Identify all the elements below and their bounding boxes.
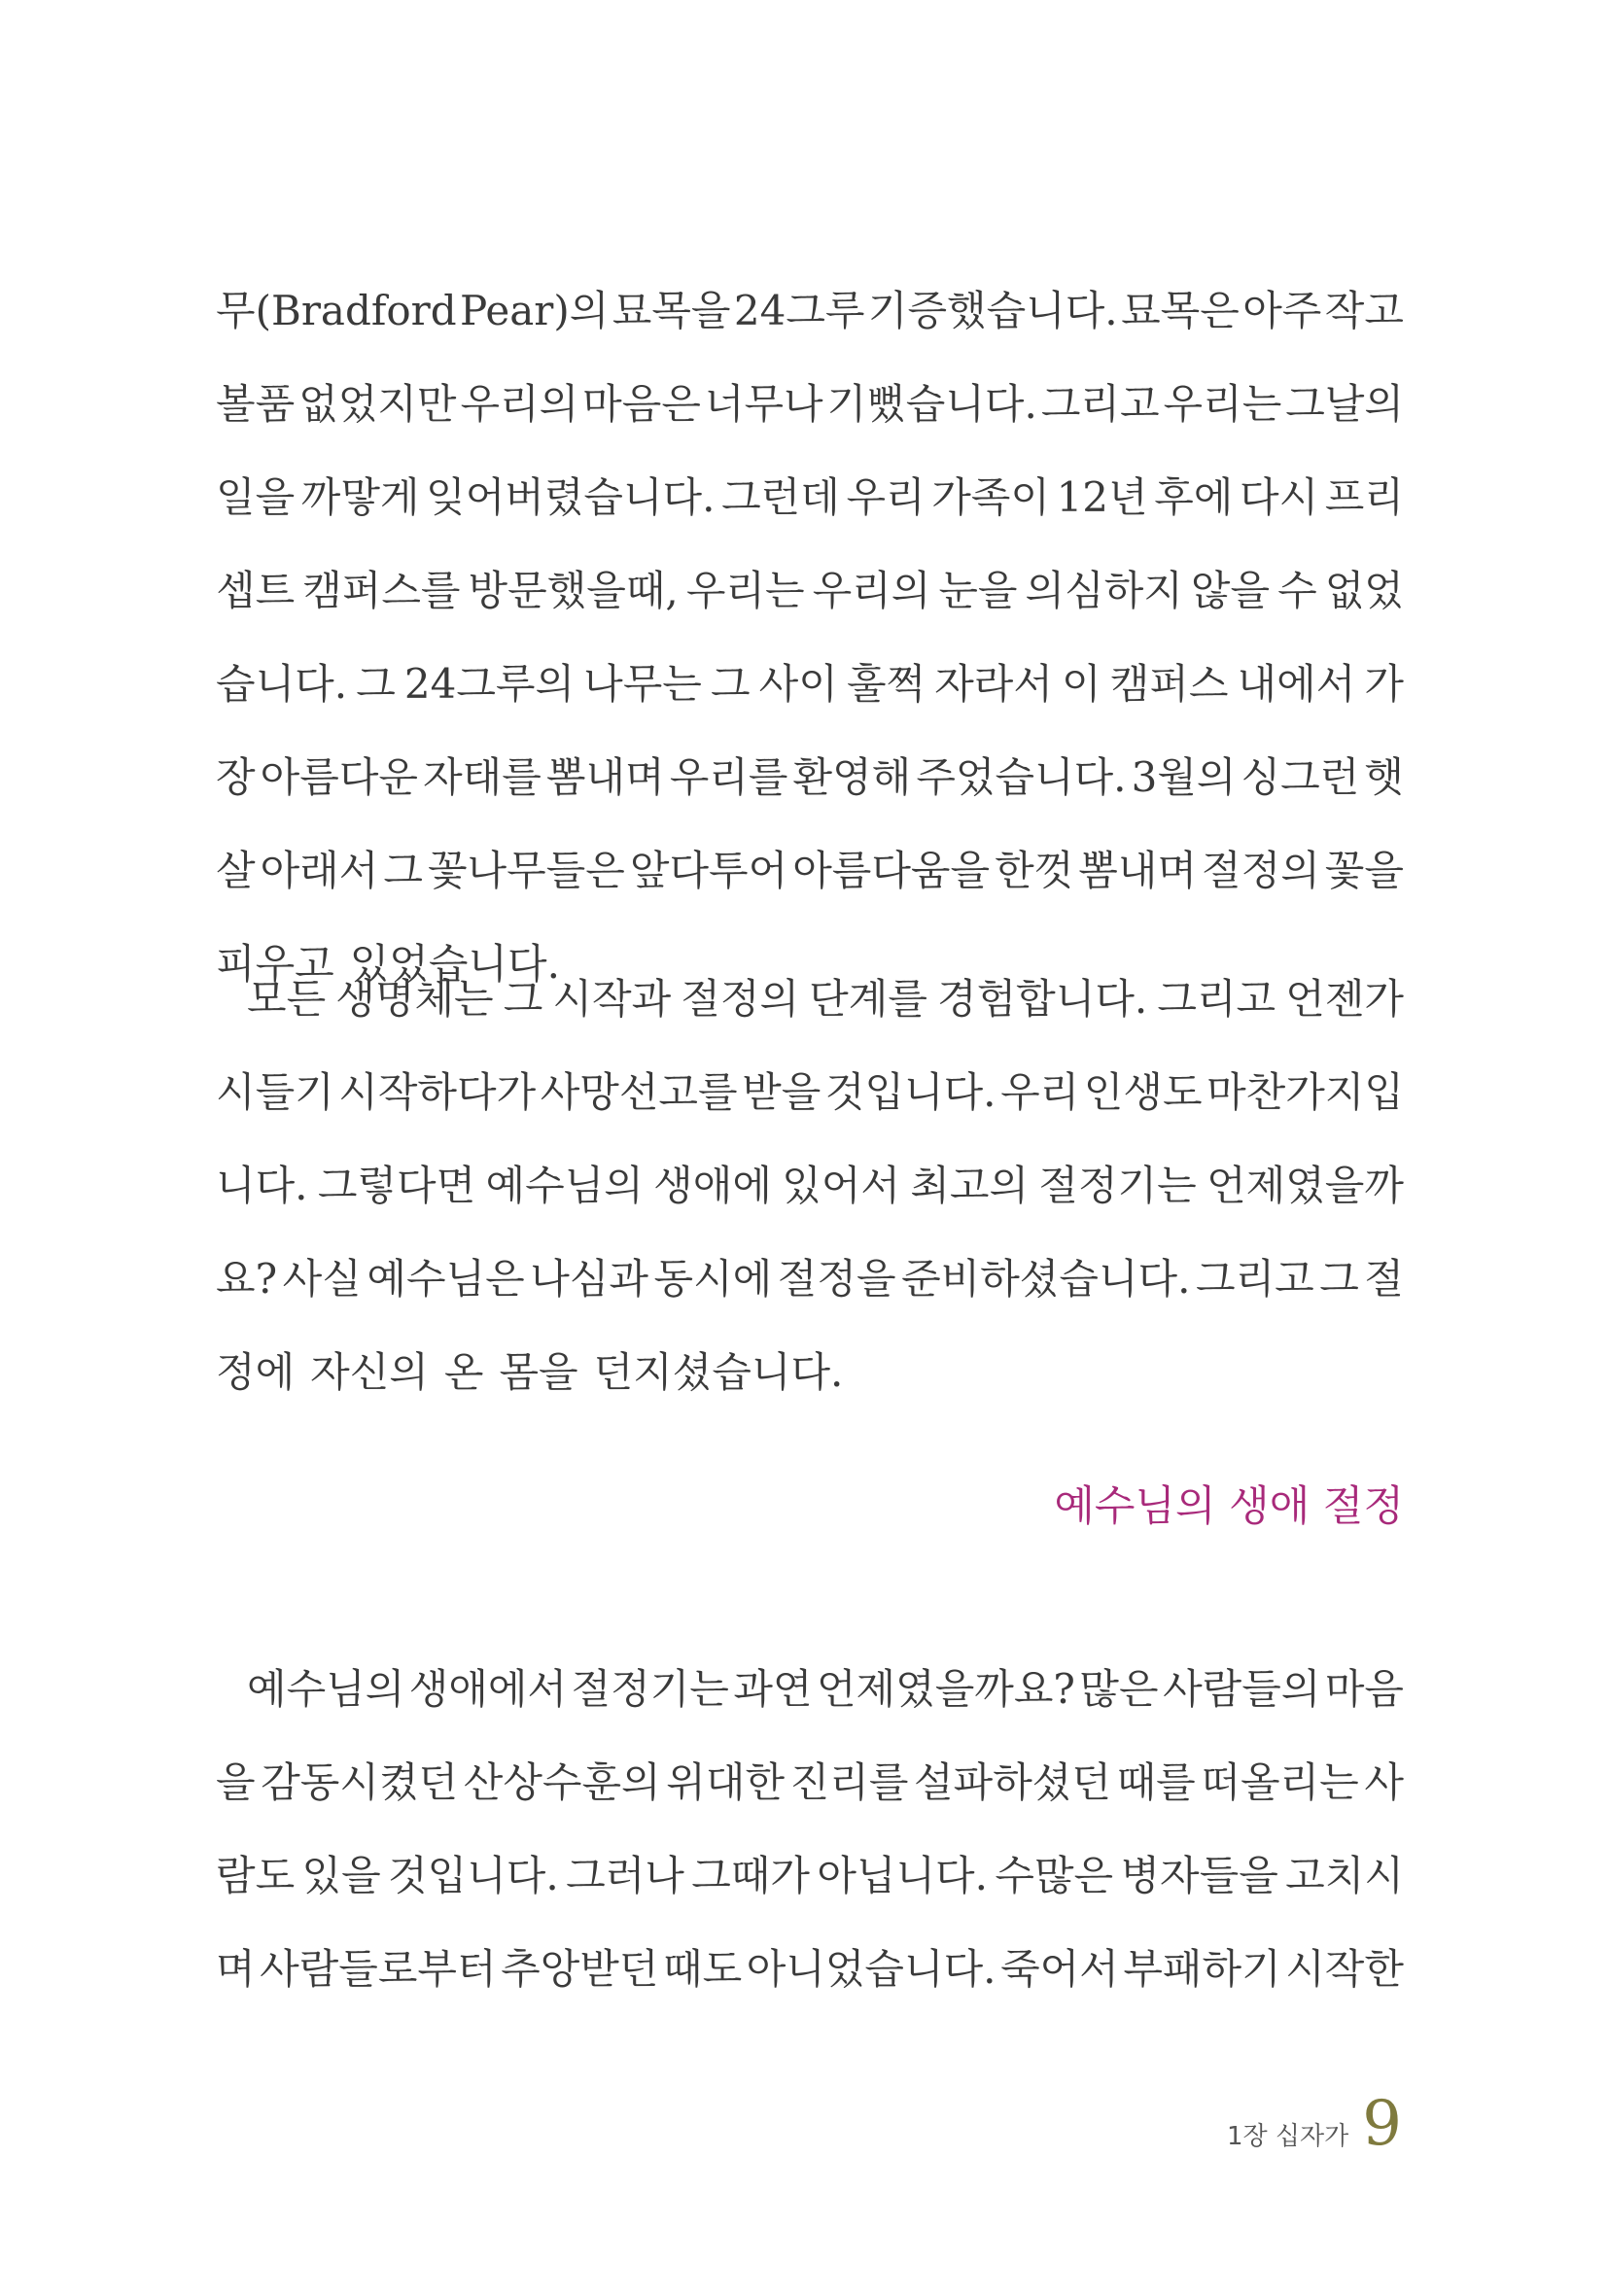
text-line	[216, 731, 1404, 824]
word: 람도	[216, 1852, 296, 1899]
word: 그	[383, 847, 423, 894]
word: 요?	[216, 1255, 278, 1303]
word: 캠퍼스를	[302, 567, 461, 614]
word: 산상수훈의	[463, 1758, 661, 1806]
word: 있어서	[782, 1162, 900, 1209]
word: 동시에	[653, 1255, 773, 1303]
word: 우리의	[812, 567, 931, 614]
word: 뽐내며	[1078, 847, 1198, 894]
word: 경험합니다.	[937, 975, 1148, 1023]
word: 사이	[758, 660, 838, 708]
word: 단계를	[809, 975, 927, 1023]
word: 추앙받던	[501, 1945, 659, 1993]
word: 무(Bradford	[216, 287, 457, 334]
word: 후에	[1154, 473, 1234, 521]
text-line	[216, 358, 1404, 451]
word: 않을	[1190, 567, 1271, 614]
word: 이	[1062, 660, 1101, 708]
word: 방문했을때,	[468, 567, 679, 614]
word: 뽐내며	[545, 753, 665, 801]
word: 수	[1277, 567, 1317, 614]
word: 작고	[1324, 287, 1404, 334]
word: 생명체는	[335, 975, 494, 1023]
word: 꽃나무들은	[427, 847, 625, 894]
text-line	[216, 264, 1404, 358]
paragraph-3	[216, 1643, 1404, 2016]
word: 과연	[733, 1665, 813, 1713]
word: 그리고	[1040, 380, 1160, 428]
word: 사망선고를	[540, 1068, 738, 1116]
word: 자신의	[310, 1348, 429, 1396]
word: 절정기는	[1038, 1162, 1197, 1209]
word: 것입니다.	[824, 1068, 996, 1116]
word: 정에	[216, 1348, 296, 1396]
text-line	[216, 1829, 1404, 1923]
word: 캠퍼스	[1109, 660, 1229, 708]
word: 때도	[663, 1945, 743, 1993]
word: 3월의	[1131, 753, 1237, 801]
word: 묘목을	[612, 287, 731, 334]
word: 우리는	[685, 567, 805, 614]
word: 없었지만	[298, 380, 457, 428]
word: 사람들로부터	[260, 1945, 497, 1993]
text-line	[216, 1233, 1404, 1326]
word: 햇	[1364, 753, 1404, 801]
text-line	[216, 1736, 1404, 1829]
word: 사	[1364, 1758, 1404, 1806]
word: 주었습니다.	[916, 753, 1127, 801]
word: 그	[356, 660, 396, 708]
word: 그	[710, 660, 751, 708]
word: 시작한	[1285, 1945, 1404, 1993]
page-number: 9	[1362, 2088, 1402, 2160]
word: 아래서	[260, 847, 379, 894]
text-line	[216, 544, 1404, 638]
text-line	[216, 638, 1404, 731]
word: 준비하셨습니다.	[901, 1255, 1191, 1303]
word: 인생도	[1083, 1068, 1203, 1116]
word: 없었	[1324, 567, 1404, 614]
word: 마음은	[582, 380, 701, 428]
word: 예수님의	[247, 1665, 405, 1713]
word: 기뻤습니다.	[826, 380, 1037, 428]
word: 그런데	[721, 473, 840, 521]
word: 부패하기	[1123, 1945, 1281, 1993]
word: 그렇다면	[317, 1162, 476, 1209]
word: 묘목은	[1121, 287, 1240, 334]
word: 프리	[1324, 473, 1404, 521]
word: 생애에	[653, 1162, 772, 1209]
word: 절정을	[777, 1255, 896, 1303]
word: 많은	[1079, 1665, 1159, 1713]
word: 위대한	[666, 1758, 786, 1806]
word: 받을	[742, 1068, 821, 1116]
word: 던지셨습니다.	[593, 1348, 844, 1396]
word: 것입니다.	[388, 1852, 559, 1899]
word: 시작과	[552, 975, 672, 1023]
word: 12년	[1056, 473, 1148, 521]
text-line	[216, 824, 1404, 918]
word: 병자들을	[1120, 1852, 1278, 1899]
word: 절정기는	[571, 1665, 729, 1713]
word: 우리를	[669, 753, 788, 801]
word: 그	[503, 975, 543, 1023]
word: 죽어서	[1000, 1945, 1119, 1993]
word: 그날의	[1285, 380, 1404, 428]
word: 진리를	[789, 1758, 909, 1806]
word: 때를	[1116, 1758, 1196, 1806]
word: 아니었습니다.	[746, 1945, 996, 1993]
word: 절정의	[681, 975, 800, 1023]
text-line	[216, 1643, 1404, 1736]
word: 아주	[1242, 287, 1322, 334]
word: 훌쩍	[846, 660, 926, 708]
word: 자라서	[934, 660, 1053, 708]
word: 절	[1364, 1255, 1404, 1303]
word: 그리고	[1196, 1255, 1314, 1303]
word: 나무는	[583, 660, 702, 708]
word: 기증했습니다.	[867, 287, 1118, 334]
word: 그러나	[566, 1852, 684, 1899]
word: 장	[216, 753, 256, 801]
word: 그리고	[1157, 975, 1276, 1023]
word: 을	[216, 1758, 256, 1806]
word: 생애에서	[408, 1665, 568, 1713]
text-line	[216, 953, 1404, 1046]
word: 다시	[1240, 473, 1319, 521]
word: 24그루	[733, 287, 865, 334]
word: 사실	[282, 1255, 362, 1303]
chapter-label: 1장 십자가	[1227, 2122, 1349, 2151]
word: 우리	[846, 473, 926, 521]
word: 그	[1319, 1255, 1359, 1303]
word: 있었습니다.	[349, 940, 560, 988]
word: 피우고	[216, 940, 334, 988]
word: 나심과	[530, 1255, 648, 1303]
word: 잊어버렸습니다.	[426, 473, 716, 521]
word: 눈을	[938, 567, 1018, 614]
word: 우리는	[1163, 380, 1282, 428]
word: 마찬가지입	[1206, 1068, 1404, 1116]
word: 앞다투어	[629, 847, 788, 894]
word: 아름다움을	[792, 847, 991, 894]
word: 시들기	[216, 1068, 334, 1116]
text-line	[216, 1923, 1404, 2016]
word: 가족이	[931, 473, 1050, 521]
word: 자태를	[423, 753, 542, 801]
word: 예수님은	[367, 1255, 525, 1303]
word: 몸을	[499, 1348, 578, 1396]
text-line	[216, 451, 1404, 544]
word: 며	[216, 1945, 256, 1993]
word: Pear)의	[460, 287, 610, 334]
word: 24그루의	[403, 660, 576, 708]
word: 시작하다가	[338, 1068, 537, 1116]
word: 아름다운	[260, 753, 418, 801]
word: 마음	[1324, 1665, 1404, 1713]
word: 습니다.	[216, 660, 348, 708]
word: 살	[216, 847, 256, 894]
word: 까맣게	[300, 473, 420, 521]
word: 의심하지	[1025, 567, 1183, 614]
text-line	[216, 1046, 1404, 1139]
word: 언젠가	[1285, 975, 1404, 1023]
word: 감동시켰던	[261, 1758, 459, 1806]
word: 셉트	[216, 567, 296, 614]
paragraph-2	[216, 953, 1404, 1419]
word: 언제였을까	[1206, 1162, 1404, 1209]
word: 일을	[216, 473, 296, 521]
word: 꽃을	[1324, 847, 1404, 894]
word: 온	[443, 1348, 484, 1396]
paragraph-1	[216, 264, 1404, 1011]
word: 볼품	[216, 380, 296, 428]
text-line	[216, 1326, 1404, 1419]
word: 있을	[301, 1852, 381, 1899]
word: 아닙니다.	[817, 1852, 988, 1899]
word: 모든	[247, 975, 327, 1023]
word: 너무나	[704, 380, 823, 428]
word: 그때가	[691, 1852, 810, 1899]
word: 내에서	[1237, 660, 1356, 708]
page-footer	[1227, 2088, 1402, 2166]
word: 우리	[1000, 1068, 1080, 1116]
text-line	[216, 1139, 1404, 1233]
word: 언제였을까요?	[816, 1665, 1075, 1713]
word: 예수님의	[485, 1162, 644, 1209]
word: 가	[1364, 660, 1404, 708]
word: 수많은	[995, 1852, 1114, 1899]
word: 니다.	[216, 1162, 308, 1209]
word: 사람들의	[1163, 1665, 1321, 1713]
word: 최고의	[910, 1162, 1030, 1209]
word: 싱그런	[1241, 753, 1360, 801]
word: 고치시	[1285, 1852, 1404, 1899]
word: 설파하셨던	[914, 1758, 1111, 1806]
word: 절정의	[1202, 847, 1320, 894]
word: 한껏	[995, 847, 1074, 894]
section-heading: 예수님의 생애 절정	[1054, 1482, 1404, 1531]
word: 떠올리는	[1201, 1758, 1359, 1806]
word: 우리의	[460, 380, 579, 428]
word: 환영해	[792, 753, 912, 801]
